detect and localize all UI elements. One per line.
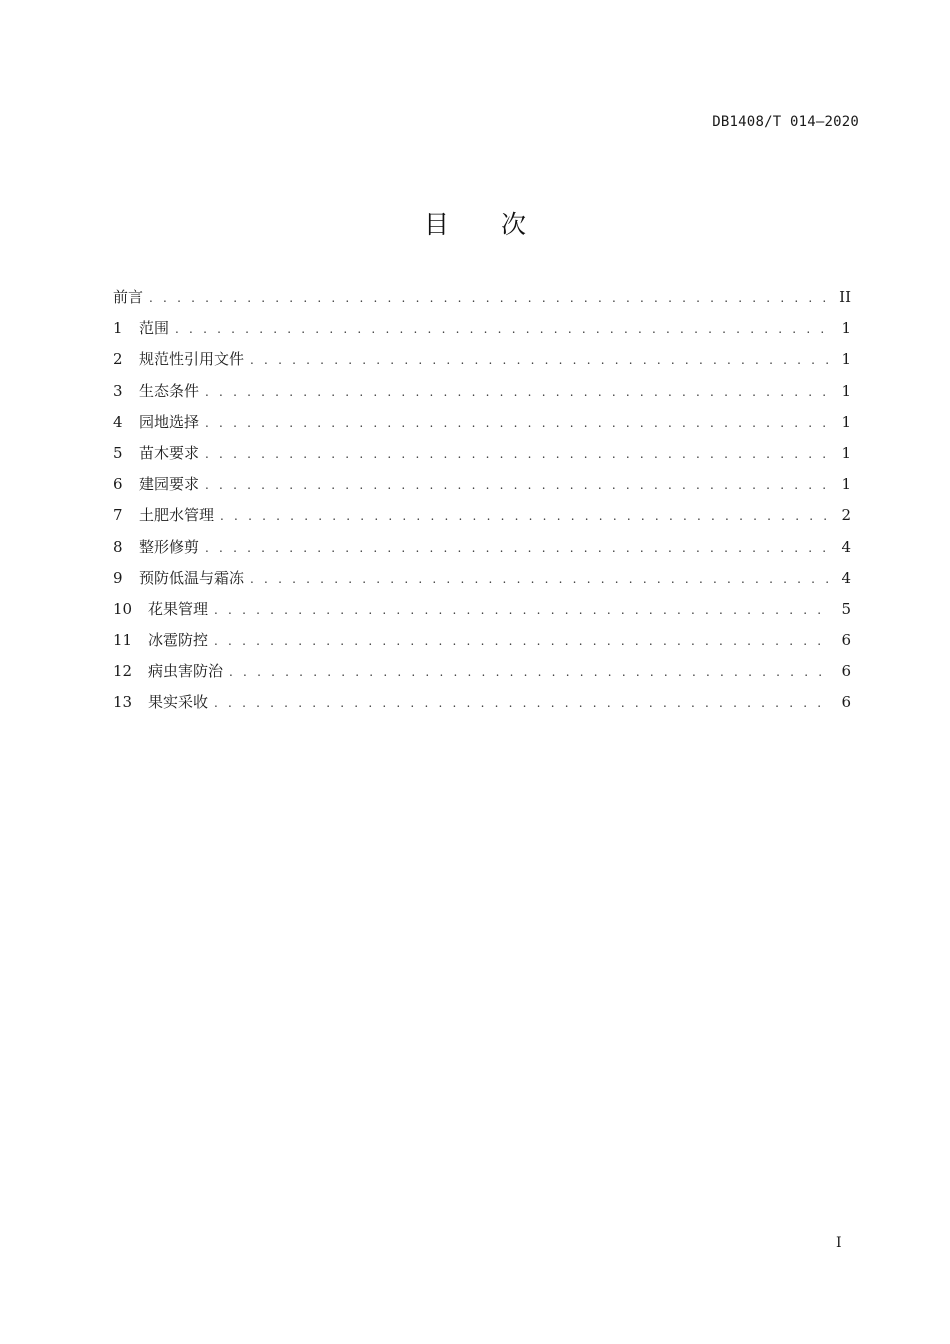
document-code: DB1408/T 014—2020 [712,114,859,130]
toc-entry-page: 1 [841,319,851,338]
toc-entry-page: 2 [841,506,851,525]
toc-entry-1[interactable] [113,313,851,344]
toc-entry-foreword[interactable] [113,282,851,313]
toc-entry-page: 1 [841,412,851,431]
toc-entry-title: 前言 [113,288,144,306]
toc-entry-number: 3 [113,381,123,400]
toc-entry-number: 13 [113,693,133,712]
toc-dot-leader [205,408,831,439]
toc-entry-page: II [839,288,851,306]
page-number: I [836,1235,842,1251]
toc-dot-leader [205,533,831,564]
toc-entry-title: 生态条件 [139,381,200,400]
toc-entry-page: 1 [841,350,851,369]
toc-dot-leader [250,345,831,376]
toc-entry-title: 园地选择 [139,412,200,431]
toc-entry-number: 8 [113,537,123,556]
toc-entry-number: 7 [113,506,123,525]
toc-dot-leader [214,688,831,719]
toc-entry-page: 4 [841,537,851,556]
toc-entry-page: 1 [841,443,851,462]
toc-dot-leader [175,314,831,345]
toc-entry-title: 土肥水管理 [139,506,215,525]
toc-entry-page: 4 [841,568,851,587]
toc-entry-7[interactable] [113,500,851,531]
toc-entry-page: 6 [841,662,851,681]
toc-entry-number: 6 [113,475,123,494]
toc-entry-11[interactable] [113,625,851,656]
toc-dot-leader [229,657,831,688]
toc-entry-3[interactable] [113,376,851,407]
toc-dot-leader [214,626,831,657]
toc-entry-number: 2 [113,350,123,369]
toc-entry-number: 5 [113,443,123,462]
toc-dot-leader [149,283,831,314]
toc-dot-leader [205,439,831,470]
toc-entry-number: 10 [113,599,133,618]
toc-dot-leader [205,377,831,408]
toc-entry-4[interactable] [113,407,851,438]
toc-entry-number: 12 [113,662,133,681]
toc-entry-title: 苗木要求 [139,443,200,462]
toc-entry-page: 6 [841,693,851,712]
toc-entry-page: 5 [841,599,851,618]
toc-entry-title: 范围 [139,319,170,338]
toc-entry-6[interactable] [113,469,851,500]
toc-entry-title: 冰雹防控 [148,631,209,650]
toc-entry-title: 花果管理 [148,599,209,618]
toc-entry-title: 建园要求 [139,475,200,494]
toc-entry-title: 果实采收 [148,693,209,712]
toc-entry-number: 9 [113,568,123,587]
toc-entry-title: 预防低温与霜冻 [139,568,245,587]
toc-list [113,282,851,719]
toc-dot-leader [250,564,831,595]
toc-entry-page: 1 [841,475,851,494]
toc-entry-page: 6 [841,631,851,650]
toc-entry-title: 整形修剪 [139,537,200,556]
toc-entry-number: 1 [113,319,123,338]
toc-entry-12[interactable] [113,656,851,687]
toc-dot-leader [220,501,831,532]
toc-entry-title: 规范性引用文件 [139,350,245,369]
toc-title: 目 次 [424,210,548,239]
toc-entry-number: 4 [113,412,123,431]
toc-entry-9[interactable] [113,563,851,594]
toc-entry-5[interactable] [113,438,851,469]
toc-entry-2[interactable] [113,344,851,375]
toc-entry-13[interactable] [113,687,851,718]
toc-entry-8[interactable] [113,532,851,563]
toc-entry-10[interactable] [113,594,851,625]
toc-entry-page: 1 [841,381,851,400]
toc-dot-leader [205,470,831,501]
toc-entry-number: 11 [113,631,133,650]
toc-entry-title: 病虫害防治 [148,662,224,681]
toc-dot-leader [214,595,831,626]
